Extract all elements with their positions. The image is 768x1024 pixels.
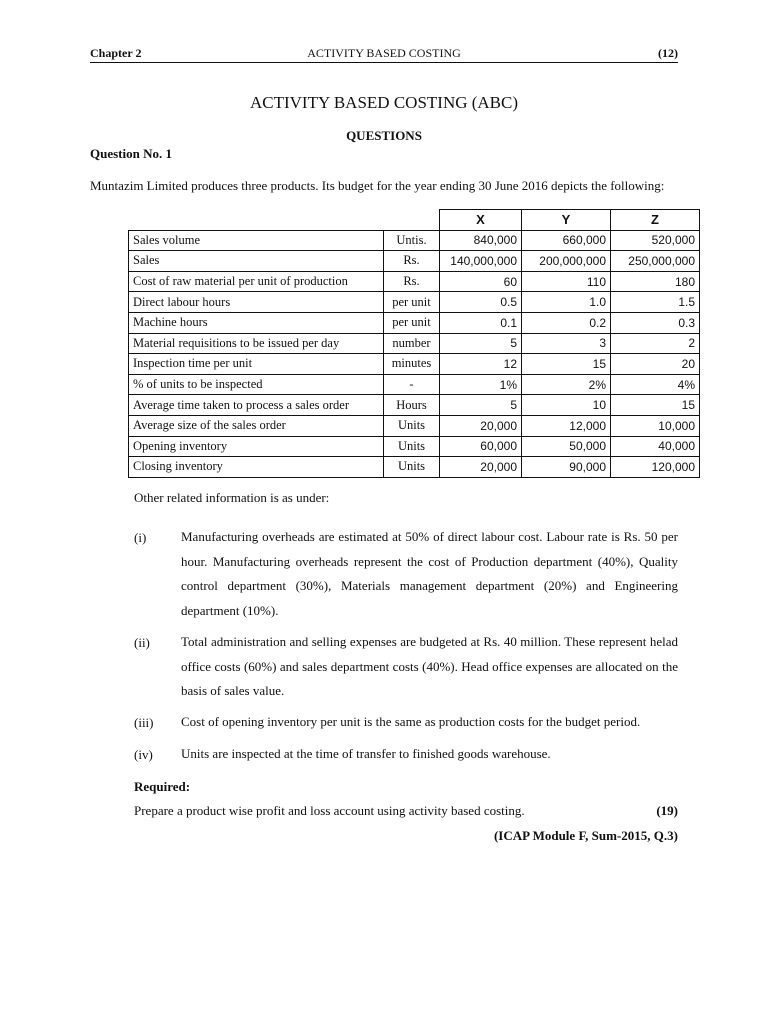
row-unit: number <box>384 333 440 354</box>
page-header <box>90 44 678 63</box>
row-label: Sales volume <box>129 230 384 251</box>
row-unit: - <box>384 374 440 395</box>
value-x: 1% <box>440 374 522 395</box>
task-text: Prepare a product wise profit and loss account using activity based costing. <box>134 803 525 818</box>
row-label: Opening inventory <box>129 436 384 457</box>
value-z: 2 <box>611 333 700 354</box>
page-number: (12) <box>658 46 678 60</box>
item-number: (iv) <box>134 747 153 762</box>
value-y: 10 <box>522 395 611 416</box>
value-y: 50,000 <box>522 436 611 457</box>
blank-cell <box>129 210 384 231</box>
table-row <box>129 374 700 395</box>
other-info-label: Other related information is as under: <box>134 490 330 505</box>
table-row <box>129 333 700 354</box>
row-unit: minutes <box>384 354 440 375</box>
row-label: Cost of raw material per unit of production <box>129 271 384 292</box>
row-unit: Rs. <box>384 271 440 292</box>
value-y: 200,000,000 <box>522 251 611 272</box>
value-x: 20,000 <box>440 457 522 478</box>
value-y: 0.2 <box>522 312 611 333</box>
table-row <box>129 271 700 292</box>
row-label: Average time taken to process a sales order <box>129 395 384 416</box>
row-unit: Untis. <box>384 230 440 251</box>
table-row <box>129 415 700 436</box>
required-task <box>134 803 678 819</box>
column-header-x: X <box>440 210 522 231</box>
row-label: Sales <box>129 251 384 272</box>
row-unit: per unit <box>384 292 440 313</box>
value-z: 0.3 <box>611 312 700 333</box>
value-y: 90,000 <box>522 457 611 478</box>
value-z: 15 <box>611 395 700 416</box>
value-y: 2% <box>522 374 611 395</box>
table-row <box>129 292 700 313</box>
value-z: 520,000 <box>611 230 700 251</box>
row-label: Closing inventory <box>129 457 384 478</box>
value-y: 660,000 <box>522 230 611 251</box>
value-x: 0.5 <box>440 292 522 313</box>
table-row <box>129 395 700 416</box>
value-z: 40,000 <box>611 436 700 457</box>
table-row <box>129 436 700 457</box>
value-x: 60,000 <box>440 436 522 457</box>
table-row <box>129 251 700 272</box>
table-row <box>129 354 700 375</box>
item-text: Units are inspected at the time of transfer to finished goods warehouse. <box>181 746 551 761</box>
question-intro: Muntazim Limited produces three products. Its budget for the year ending 30 June 2016 depicts the following: <box>90 178 665 193</box>
row-label: % of units to be inspected <box>129 374 384 395</box>
page-title: ACTIVITY BASED COSTING (ABC) <box>249 93 519 112</box>
value-x: 0.1 <box>440 312 522 333</box>
row-label: Average size of the sales order <box>129 415 384 436</box>
item-text: Manufacturing overheads are estimated at 50% of direct labour cost. Labour rate is Rs. 50 per hour. Manufacturing overheads represent the cost of Production department (40%), Quality control department (30%), Materials management department (20%) and Engineering department (10%). <box>181 529 678 618</box>
item-number: (ii) <box>134 635 150 650</box>
budget-table <box>128 209 700 478</box>
list-item <box>134 530 678 623</box>
value-z: 1.5 <box>611 292 700 313</box>
question-number: Question No. 1 <box>90 146 172 161</box>
value-z: 20 <box>611 354 700 375</box>
row-label: Material requisitions to be issued per day <box>129 333 384 354</box>
row-label: Direct labour hours <box>129 292 384 313</box>
value-x: 840,000 <box>440 230 522 251</box>
header-title: ACTIVITY BASED COSTING <box>307 46 461 60</box>
value-z: 120,000 <box>611 457 700 478</box>
column-header-z: Z <box>611 210 700 231</box>
value-y: 110 <box>522 271 611 292</box>
row-unit: per unit <box>384 312 440 333</box>
item-number: (i) <box>134 530 147 545</box>
value-x: 20,000 <box>440 415 522 436</box>
value-x: 60 <box>440 271 522 292</box>
row-unit: Units <box>384 436 440 457</box>
item-number: (iii) <box>134 715 154 730</box>
value-y: 1.0 <box>522 292 611 313</box>
value-z: 4% <box>611 374 700 395</box>
value-x: 140,000,000 <box>440 251 522 272</box>
section-subtitle: QUESTIONS <box>346 128 422 143</box>
row-unit: Rs. <box>384 251 440 272</box>
table-row <box>129 457 700 478</box>
value-x: 5 <box>440 333 522 354</box>
value-y: 15 <box>522 354 611 375</box>
value-x: 5 <box>440 395 522 416</box>
required-heading: Required: <box>134 779 191 794</box>
value-z: 250,000,000 <box>611 251 700 272</box>
value-y: 12,000 <box>522 415 611 436</box>
item-text: Total administration and selling expenses are budgeted at Rs. 40 million. These represent helad office costs (60%) and sales department costs (40%). Head office expenses are allocated on the basis of sales value. <box>181 634 678 698</box>
list-item <box>134 635 678 704</box>
value-z: 10,000 <box>611 415 700 436</box>
table-row <box>129 230 700 251</box>
value-x: 12 <box>440 354 522 375</box>
row-unit: Units <box>384 457 440 478</box>
column-header-y: Y <box>522 210 611 231</box>
table-row <box>129 312 700 333</box>
list-item <box>134 747 678 767</box>
row-unit: Hours <box>384 395 440 416</box>
value-z: 180 <box>611 271 700 292</box>
marks: (19) <box>656 803 678 818</box>
list-item <box>134 715 678 735</box>
question-source: (ICAP Module F, Sum-2015, Q.3) <box>493 828 678 843</box>
chapter-label: Chapter 2 <box>90 46 142 60</box>
row-label: Machine hours <box>129 312 384 333</box>
row-unit: Units <box>384 415 440 436</box>
table-header-row <box>129 210 700 231</box>
blank-cell <box>384 210 440 231</box>
item-text: Cost of opening inventory per unit is the same as production costs for the budget period. <box>181 714 641 729</box>
value-y: 3 <box>522 333 611 354</box>
row-label: Inspection time per unit <box>129 354 384 375</box>
